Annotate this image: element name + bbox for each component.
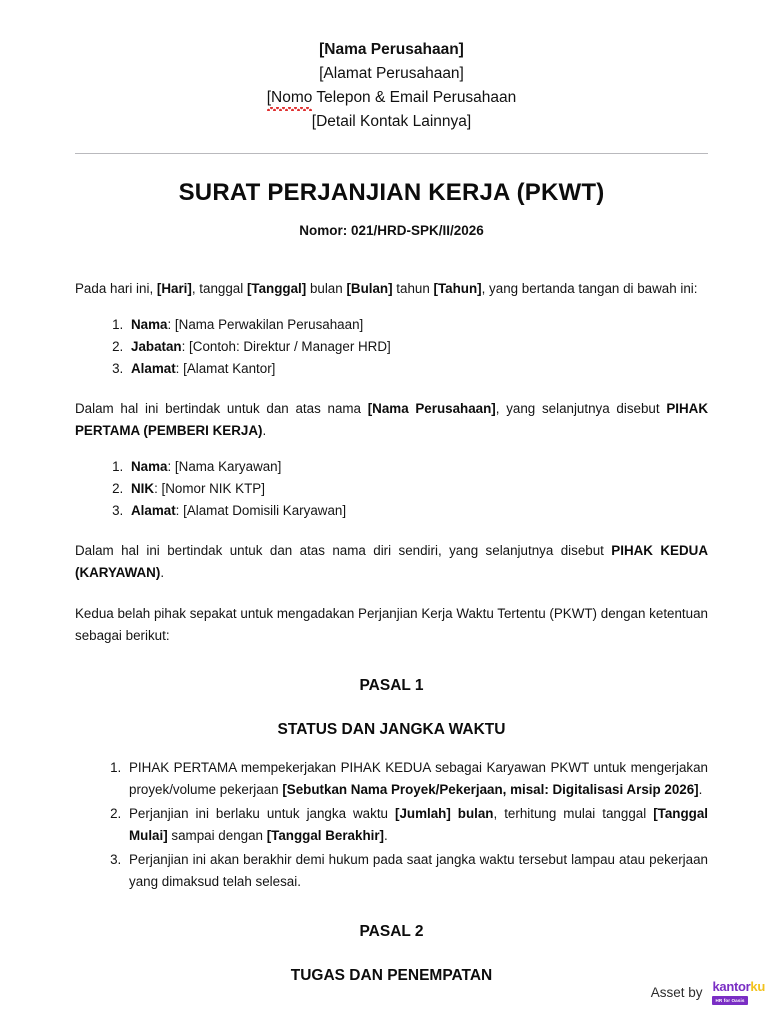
field-value: : [Contoh: Direktur / Manager HRD] [181,339,391,354]
placeholder-start-date: [Tanggal Mulai] [129,806,708,843]
intro-paragraph [75,278,708,300]
clause-text-c: sampai dengan [167,828,267,843]
party-one-role: PIHAK PERTAMA (PEMBERI KERJA) [75,401,708,438]
clause-text-a: PIHAK PERTAMA mempekerjakan PIHAK KEDUA sebagai Karyawan PKWT untuk mengerjakan proyek/volume pekerjaan [129,760,708,797]
field-label: Nama [131,317,168,332]
list-item [127,358,708,379]
field-value: : [Alamat Kantor] [175,361,276,376]
asset-by-label: Asset by [650,985,703,1000]
party-two-list [75,456,708,521]
statement-text-b: . [160,565,165,580]
clause-text-b: . [698,782,703,797]
pasal-1-clause-list [75,757,708,893]
company-contact [75,86,708,110]
brand-name-accent: ku [750,979,765,994]
clause-text-b: , terhitung mulai tanggal [493,806,654,821]
clause-item [125,803,708,847]
misspelled-word: [Nomo [267,86,313,110]
placeholder-hari: [Hari] [156,281,192,296]
statement-text-a: Dalam hal ini bertindak untuk dan atas nama [75,401,368,416]
clause-item: 3. Perjanjian ini akan berakhir demi hukum pada saat jangka waktu tersebut lampau atau pekerjaan yang dimaksud telah selesai. [125,849,708,893]
list-item [127,500,708,521]
footer-attribution [651,980,765,1005]
statement-text-b: , yang selanjutnya disebut [495,401,667,416]
brand-name-primary: kantor [712,979,751,994]
clause-item [125,757,708,801]
party-one-list [75,314,708,379]
pasal-2-subheading: TUGAS DAN PENEMPATAN [290,967,493,984]
placeholder-end-date: [Tanggal Berakhir] [266,828,385,843]
placeholder-duration: [Jumlah] bulan [394,806,494,821]
party-two-role: PIHAK KEDUA (KARYAWAN) [75,543,708,580]
company-other-contact: [Detail Kontak Lainnya] [311,113,472,130]
field-value: : [Alamat Domisili Karyawan] [175,503,347,518]
party-one-statement [75,398,708,442]
company-address: [Alamat Perusahaan] [319,65,464,82]
intro-text-a: Pada hari ini, [75,281,157,296]
page-title: SURAT PERJANJIAN KERJA (PKWT) [178,179,605,206]
placeholder-project: [Sebutkan Nama Proyek/Pekerjaan, misal: Digitalisasi Arsip 2026] [282,782,699,797]
company-name: [Nama Perusahaan] [319,41,464,58]
list-item [127,336,708,357]
statement-text-c: . [262,423,267,438]
agreement-intro-paragraph: Kedua belah pihak sepakat untuk mengadakan Perjanjian Kerja Waktu Tertentu (PKWT) dengan ketentuan sebagai berikut: [75,606,708,643]
kantorku-logo[interactable] [712,980,765,1005]
field-label: Jabatan [131,339,182,354]
clause-text-d: . [384,828,388,843]
field-label: Nama [131,459,168,474]
intro-text-c: bulan [306,281,347,296]
document-number: Nomor: 021/HRD-SPK/II/2026 [299,223,484,238]
list-item [127,314,708,335]
header-divider [75,153,708,154]
intro-text-d: tahun [392,281,434,296]
field-label: Alamat [131,503,176,518]
intro-text-e: , yang bertanda tangan di bawah ini: [481,281,698,296]
letterhead [75,0,708,134]
field-value: : [Nama Perwakilan Perusahaan] [167,317,364,332]
brand-wordmark [712,980,765,994]
party-two-statement [75,540,708,584]
statement-text-a: Dalam hal ini bertindak untuk dan atas nama diri sendiri, yang selanjutnya disebut [75,543,612,558]
placeholder-bulan: [Bulan] [346,281,393,296]
field-label: NIK [131,481,155,496]
field-label: Alamat [131,361,176,376]
intro-text-b: , tanggal [191,281,247,296]
field-value: : [Nama Karyawan] [167,459,282,474]
field-value: : [Nomor NIK KTP] [154,481,265,496]
placeholder-company: [Nama Perusahaan] [367,401,496,416]
pasal-1-heading: PASAL 1 [359,677,424,694]
document-content [75,0,708,985]
clause-text-a: Perjanjian ini berlaku untuk jangka waktu [129,806,395,821]
placeholder-tahun: [Tahun] [433,281,482,296]
list-item [127,478,708,499]
list-item [127,456,708,477]
pasal-1-subheading: STATUS DAN JANGKA WAKTU [277,721,506,738]
company-contact-rest: Telepon & Email Perusahaan [312,89,517,106]
placeholder-tanggal: [Tanggal] [246,281,307,296]
brand-tagline-badge: HR for Oasis [712,996,747,1005]
pasal-2-heading: PASAL 2 [359,923,424,940]
